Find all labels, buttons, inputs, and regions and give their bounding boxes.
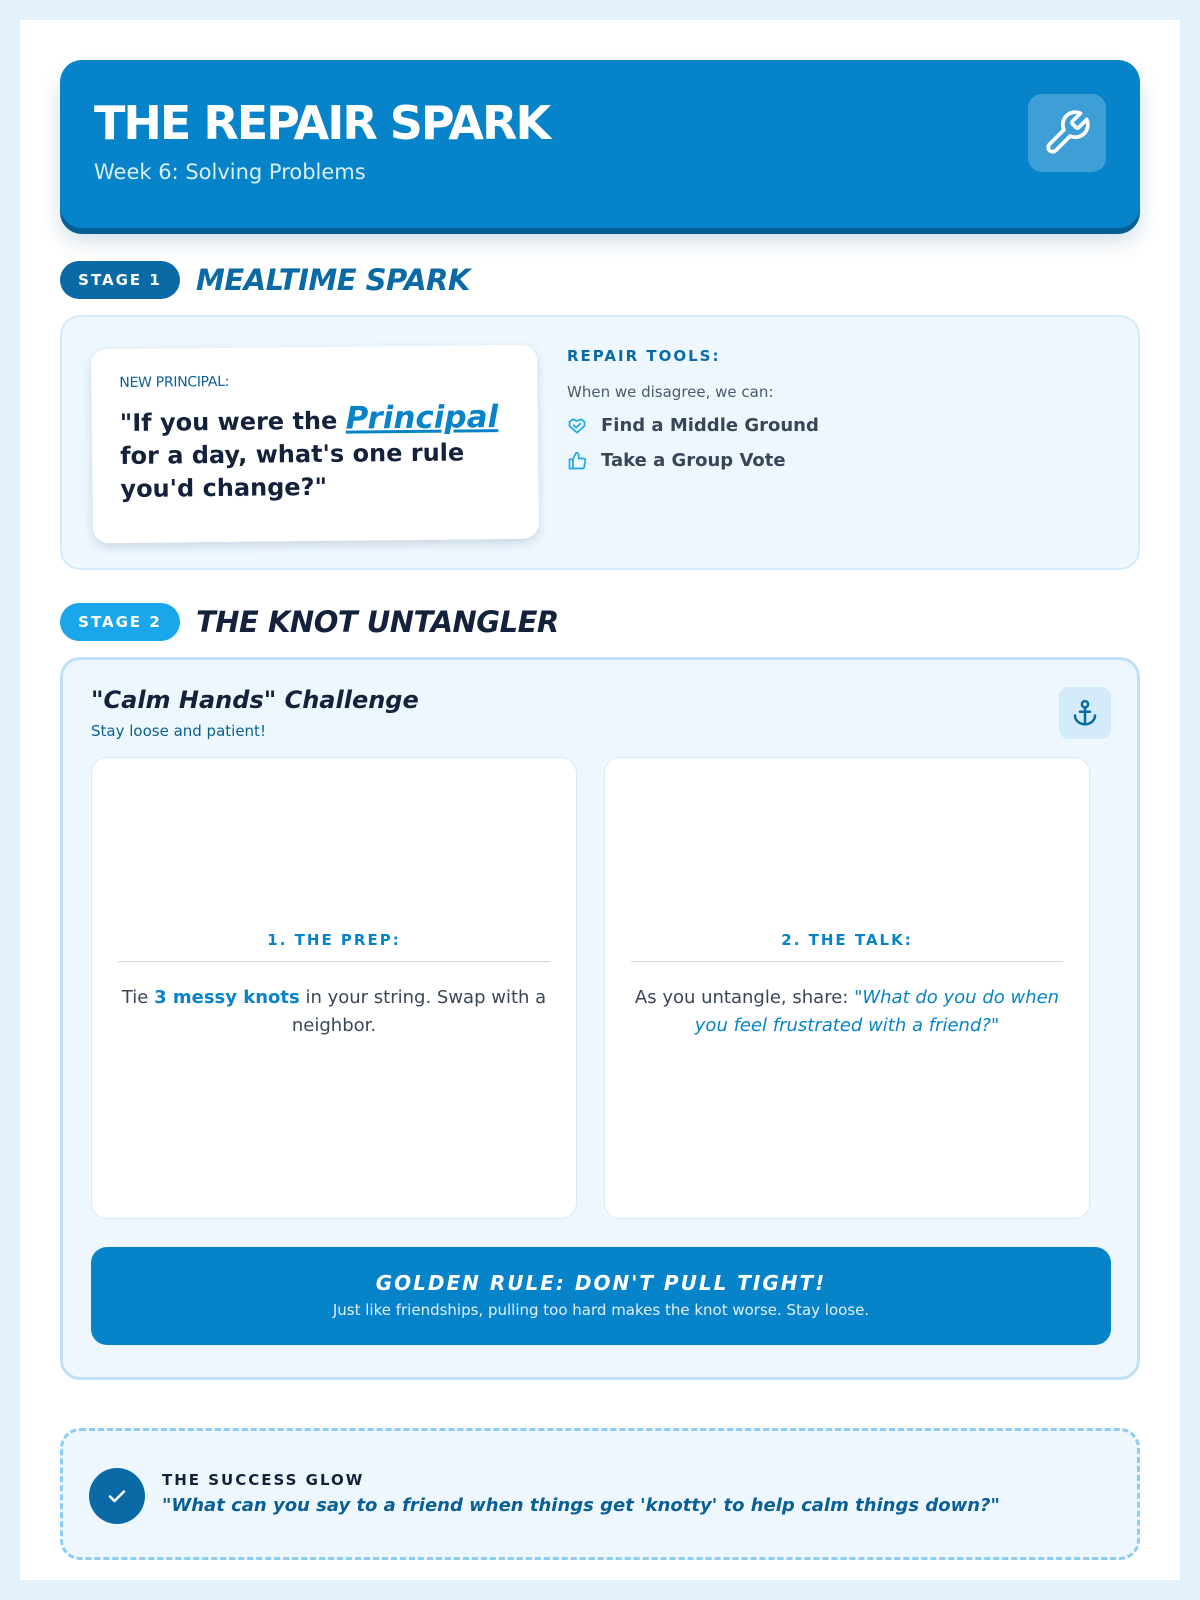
- step-emphasis: 3 messy knots: [154, 987, 300, 1008]
- step-card-prep: [91, 757, 577, 1219]
- tool-item-middle-ground: [567, 415, 819, 436]
- step-text-start: As you untangle, share:: [634, 987, 855, 1008]
- step-quote: "What do you do when you feel frustrated with a friend?": [694, 987, 1060, 1036]
- stage1-panel: [60, 315, 1140, 570]
- stage1-title: MEALTIME SPARK: [196, 263, 470, 297]
- step-title: 2. THE TALK:: [631, 931, 1063, 962]
- checkmark-icon: [89, 1468, 145, 1524]
- question-card: [91, 345, 539, 544]
- header-banner: [60, 60, 1140, 228]
- challenge-title: "Calm Hands" Challenge: [91, 686, 419, 714]
- stage2-panel: [60, 657, 1140, 1380]
- stage1-pill: STAGE 1: [60, 261, 180, 299]
- success-title: THE SUCCESS GLOW: [162, 1471, 365, 1489]
- tool-item-group-vote: [567, 450, 819, 471]
- challenge-subtitle: Stay loose and patient!: [91, 722, 266, 740]
- repair-tools-title: REPAIR TOOLS:: [567, 347, 721, 365]
- step-text-end: in your string. Swap with a neighbor.: [291, 987, 547, 1036]
- step-text: [631, 984, 1063, 1040]
- question-text-start: "If you were the: [119, 406, 346, 438]
- step-text-start: Tie: [121, 987, 155, 1008]
- step-card-talk: [604, 757, 1090, 1219]
- success-question: "What can you say to a friend when things get 'knotty' to help calm things down?": [162, 1495, 1000, 1516]
- thumbs-up-icon: [567, 451, 601, 471]
- success-glow-box: [60, 1428, 1140, 1560]
- step-title: 1. THE PREP:: [118, 931, 550, 962]
- stage1-heading: [60, 260, 470, 300]
- golden-rule-banner: [91, 1247, 1111, 1345]
- repair-tools: [567, 347, 819, 471]
- stage2-heading: [60, 602, 559, 642]
- page-subtitle: Week 6: Solving Problems: [94, 160, 366, 184]
- golden-rule-title: GOLDEN RULE: DON'T PULL TIGHT!: [375, 1271, 827, 1295]
- page-title: THE REPAIR SPARK: [94, 96, 550, 150]
- handshake-icon: [567, 416, 601, 436]
- wrench-icon: [1028, 94, 1106, 172]
- stage2-pill: STAGE 2: [60, 603, 180, 641]
- tool-item-label: Take a Group Vote: [601, 450, 786, 471]
- step-text: [118, 984, 550, 1040]
- worksheet-page: [20, 20, 1180, 1580]
- repair-tools-subtitle: When we disagree, we can:: [567, 383, 774, 401]
- anchor-icon: [1059, 687, 1111, 739]
- question-text: [120, 401, 511, 506]
- question-label: NEW PRINCIPAL:: [119, 373, 230, 392]
- stage2-title: THE KNOT UNTANGLER: [196, 605, 559, 639]
- question-highlight: Principal: [345, 399, 499, 437]
- golden-rule-subtitle: Just like friendships, pulling too hard makes the knot worse. Stay loose.: [332, 1301, 870, 1319]
- tool-item-label: Find a Middle Ground: [601, 415, 819, 436]
- question-text-end: for a day, what's one rule you'd change?": [119, 438, 465, 504]
